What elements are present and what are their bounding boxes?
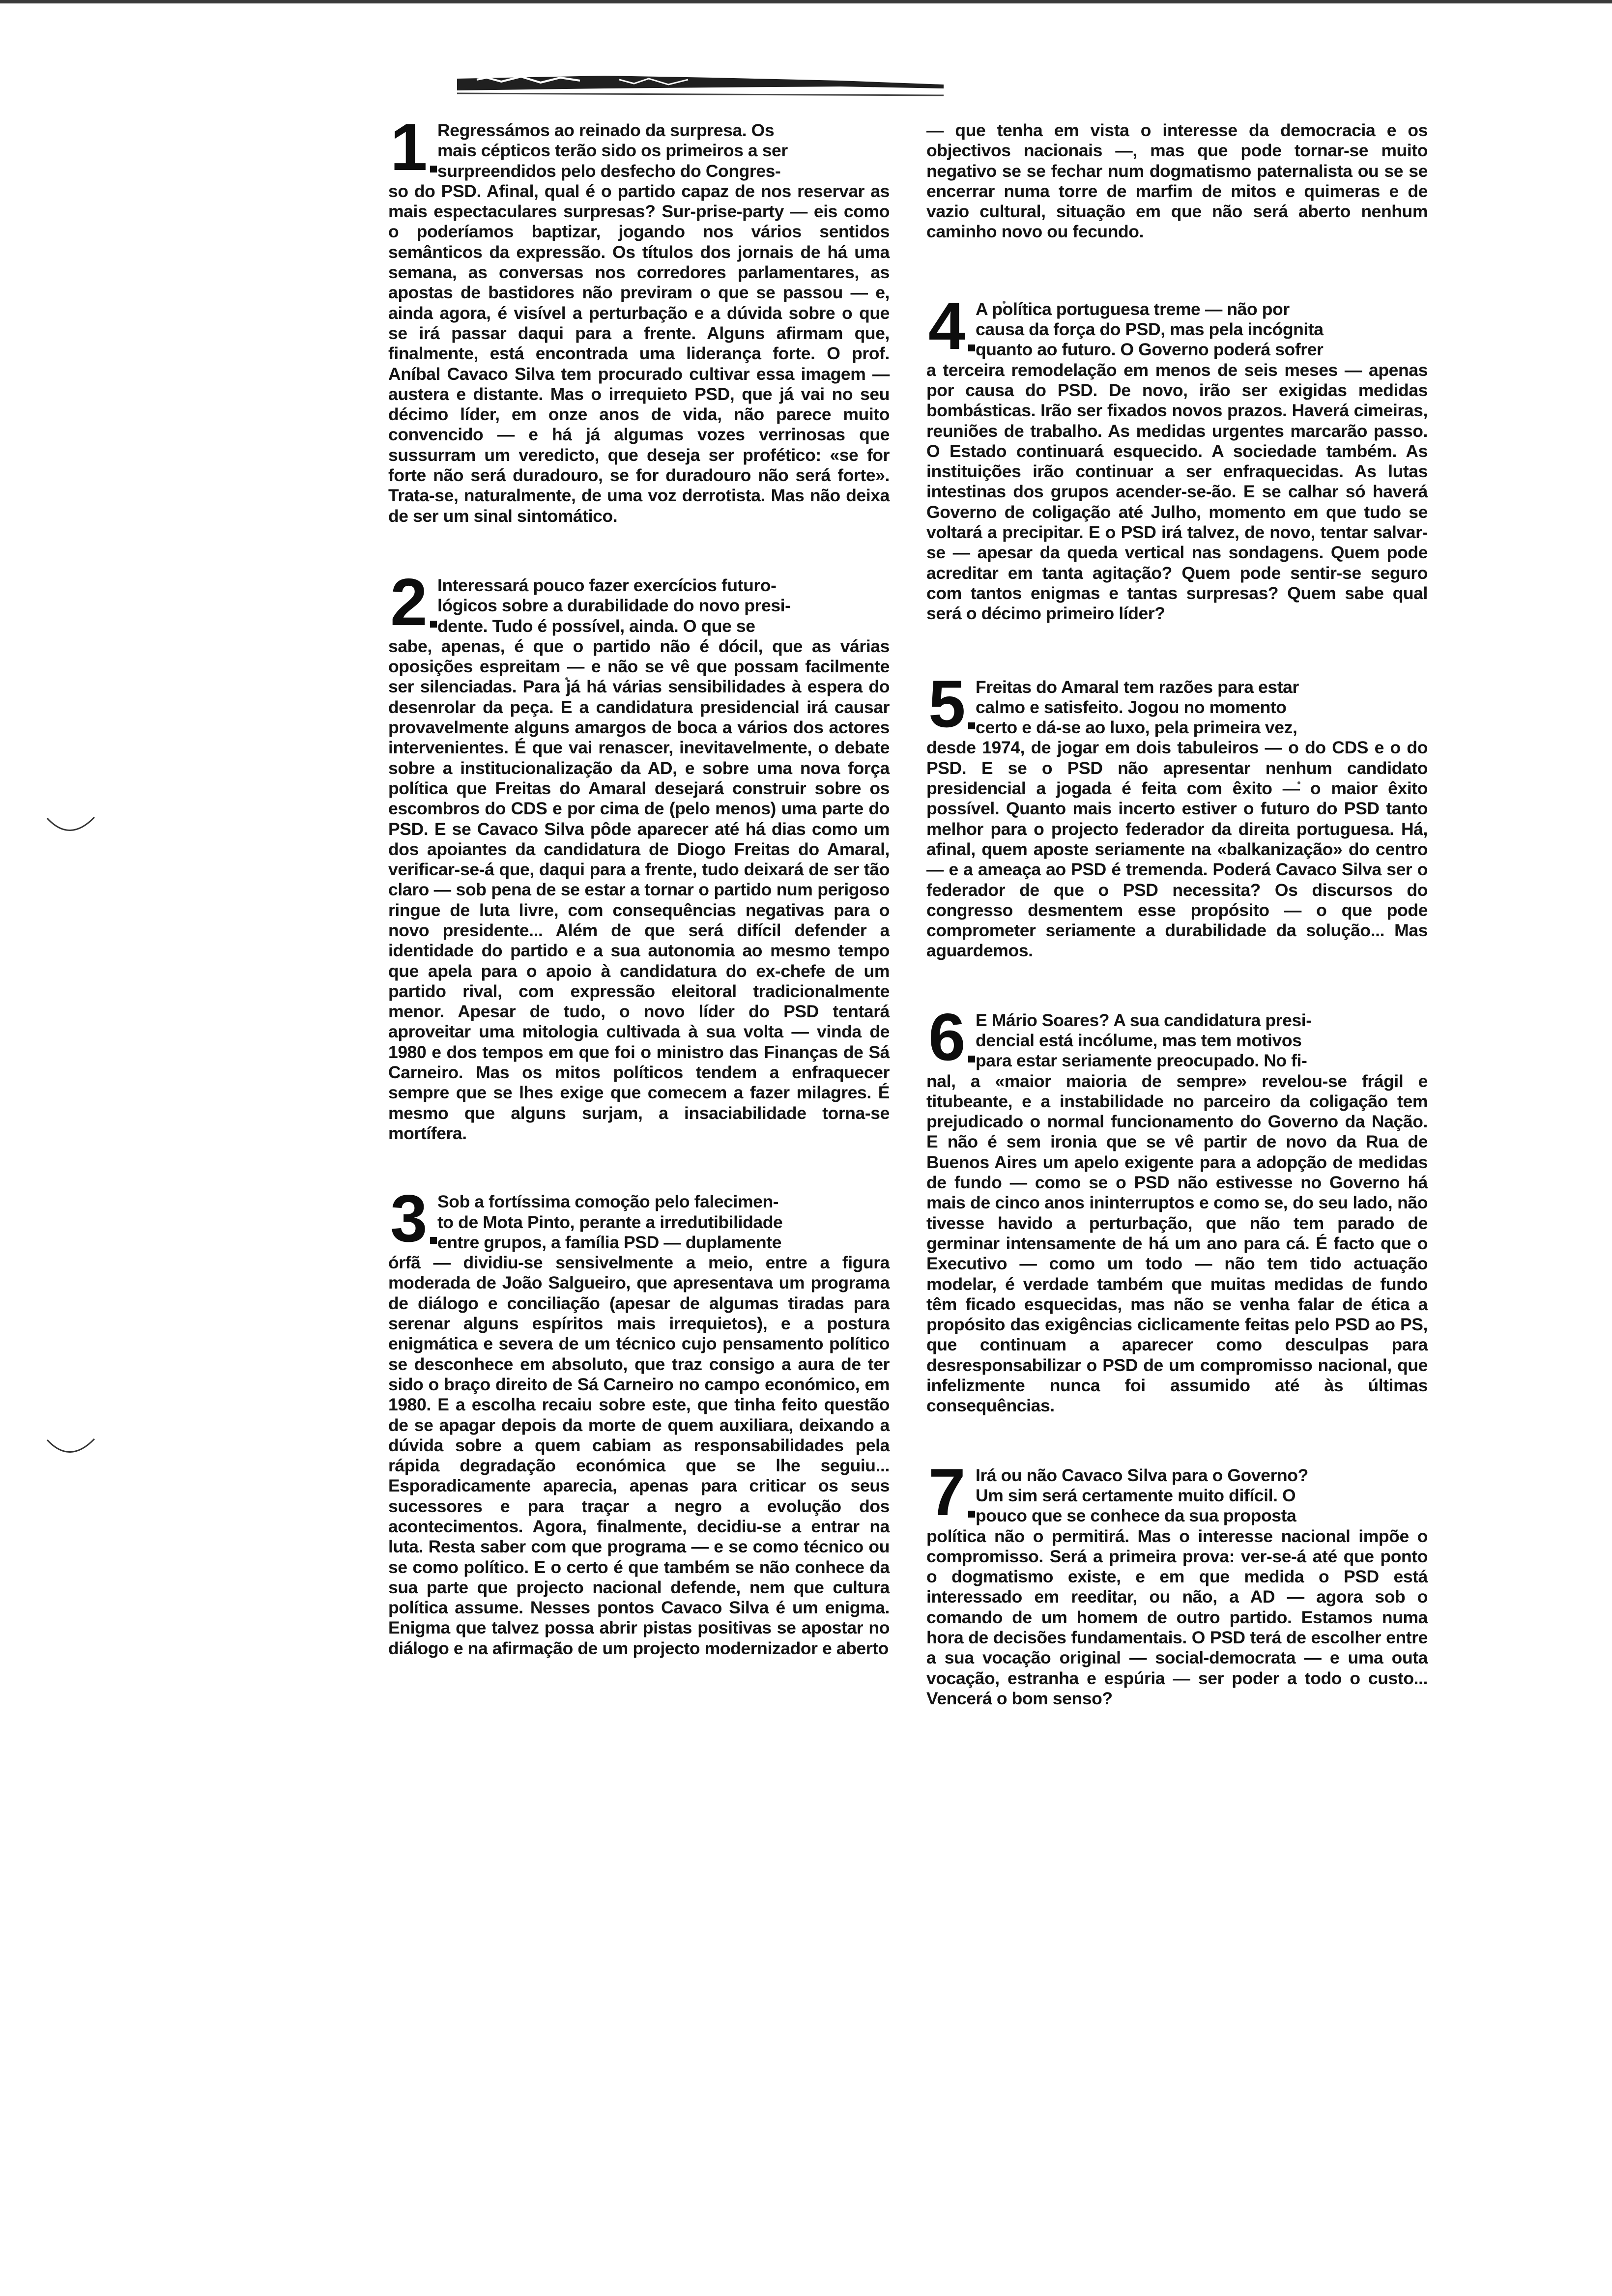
binder-hole-mark: [45, 1435, 99, 1464]
section-lead-line: quanto ao futuro. O Governo poderá sofrer: [976, 340, 1324, 360]
section-lead-line: calmo e satisfeito. Jogou no momento: [976, 697, 1287, 717]
article-column-left: [388, 110, 890, 1659]
section-lead-line: Freitas do Amaral tem razões para estar: [976, 677, 1299, 697]
section-lead-line: Interessará pouco fazer exercícios futuro-: [437, 575, 777, 595]
section-lead-line: causa da força do PSD, mas pela incógnita: [976, 319, 1324, 340]
section-lead-line: dente. Tudo é possível, ainda. O que se: [437, 616, 755, 636]
section-lead: [926, 1454, 1428, 1529]
article-section-2: [388, 564, 890, 1144]
section-lead-line: para estar seriamente preocupado. No fi-: [976, 1051, 1307, 1071]
illegible-cropped-headline: [457, 74, 944, 97]
section-number: 7: [928, 1454, 966, 1529]
section-lead-line: Irá ou não Cavaco Silva para o Governo?: [976, 1465, 1308, 1485]
section-number: 1: [390, 110, 428, 184]
section-lead: [388, 1181, 890, 1256]
section-lead: [388, 564, 890, 639]
section-lead-line: A política portuguesa treme — não por: [976, 299, 1290, 319]
section-lead-line: pouco que se conhece da sua proposta: [976, 1506, 1296, 1526]
section-lead-line: Sob a fortíssima comoção pelo falecimen-: [437, 1192, 779, 1212]
section-body-text: sabe, apenas, é que o partido não é dócil, que as várias oposições espreitam — e não se vê que possam facilmente ser silenciadas. Para já há várias sensibilidades à espera do desenrolar da peça. E a candidatura presidencial irá causar provavelmente alguns amargos de boca a vários dos actores intervenientes. É que vai renascer, inevitavelmente, o debate sobre a institucionalização da AD, e sobre uma nova força política que Freitas do Amaral desejará construir sobre os escombros do CDS e por cima de (pelo menos) uma parte do PSD. E se Cavaco Silva pôde aparecer até há dias como um dos apoiantes da candidatura de Diogo Freitas do Amaral, verificar-se-á que, daqui para a frente, tudo deixará de ser tão claro — sob pena de se estar a tornar o partido num perigoso ringue de luta livre, com consequências negativas para o novo presidente... Além de que será difícil defender a identidade do partido e a sua autonomia ao mesmo tempo que apela para o apoio à candidatura do ex-chefe de um partido rival, com expressão eleitoral tradicionalmente menor. Apesar de tudo, o novo líder do PSD tentará aproveitar uma mitologia cultivada à sua volta — vinda de 1980 e dos tempos em que foi o ministro das Finanças de Sá Carneiro. Mas os mitos políticos tendem a enfraquecer sempre que se lhes exige que comecem a fazer milagres. É mesmo que alguns surjam, a insaciabilidade torna-se mortífera.: [388, 636, 890, 1143]
article-section-1: [388, 110, 890, 526]
section-lead: [926, 666, 1428, 741]
section-lead: [388, 110, 890, 184]
section-body-text: — que tenha em vista o interesse da democracia e os objectivos nacionais —, mas que pode tornar-se muito negativo se se fechar num dogmatismo paternalista ou se se encerrar numa torre de marfim de mitos e quimeras e de vazio cultural, situação em que não será aberto nenhum caminho novo ou fecundo.: [926, 120, 1428, 242]
section-lead-line: mais cépticos terão sido os primeiros a ser: [437, 141, 788, 161]
article-section-7: [926, 1454, 1428, 1709]
section-lead-line: lógicos sobre a durabilidade do novo presi-: [437, 596, 791, 616]
section-body-text: so do PSD. Afinal, qual é o partido capaz de nos reservar as mais espectaculares surpresas? Sur-prise-party — eis como o poderíamos baptizar, jogando nos vários sentidos semânticos da expressão. Os títulos dos jornais de há uma semana, as conversas nos corredores parlamentares, as apostas de bastidores não previram o que se passou — e, ainda agora, é visível a perturbação e a dúvida sobre o que se irá passar daqui para a frente. Alguns afirmam que, finalmente, está encontrada uma liderança forte. O prof. Aníbal Cavaco Silva tem procurado cultivar essa imagem — austera e distante. Mas o irrequieto PSD, que já vai no seu décimo líder, em onze anos de vida, não parece muito convencido — e há já algumas vozes verrinosas que sussurram um veredicto, que deseja ser profético: «se for forte não será duradouro, se for duradouro não será forte». Trata-se, naturalmente, de uma voz derrotista. Mas não deixa de ser um sinal sintomático.: [388, 181, 890, 526]
binder-hole-mark: [45, 813, 99, 843]
section-body-text: política não o permitirá. Mas o interesse nacional impõe o compromisso. Será a primeira prova: ver-se-á até que ponto o dogmatismo existe, e em que medida o PSD está interessado em reeditar, ou não, a AD — agora sob o comando de um homem de outro partido. Estamos numa hora de decisões fundamentais. O PSD terá de escolher entre a sua vocação original — social-democrata — e uma outa vocação, estranha e espúria — ser poder a todo o custo... Vencerá o bom senso?: [926, 1526, 1428, 1708]
section-lead-line: to de Mota Pinto, perante a irredutibilidade: [437, 1212, 783, 1232]
section-lead: [926, 999, 1428, 1074]
section-lead-line: certo e dá-se ao luxo, pela primeira vez,: [976, 718, 1297, 738]
section-body-text: desde 1974, de jogar em dois tabuleiros — o do CDS e o do PSD. E se o PSD não apresentar nenhum candidato presidencial a jogada é feita com êxito — o maior êxito possível. Quanto mais incerto estiver o futuro do PSD tanto melhor para o projecto federador da direita portuguesa. Há, afinal, quem aposte seriamente na «balkanização» do centro — e a ameaça ao PSD é tremenda. Poderá Cavaco Silva ser o federador de que o PSD necessita? Os discursos do congresso desmentem esse propósito — o que pode comprometer seriamente a durabilidade da solução... Mas aguardemos.: [926, 738, 1428, 961]
section-number: 5: [928, 666, 966, 741]
section-body-text: nal, a «maior maioria de sempre» revelou-se frágil e titubeante, e a instabilidade no parceiro da coligação tem prejudicado o normal funcionamento do Governo da Nação. E não é sem ironia que se vê partir de novo da Rua de Buenos Aires um apelo exigente para a adopção de medidas de fundo — como se o PSD não estivesse no Governo há mais de cinco anos ininterruptos e como se, do seu lado, não tivesse havido a perturbação, que não tem parado de germinar intensamente de há um ano para cá. É facto que o Executivo — como um todo — não tem tido actuação modelar, é verdade também que muitas medidas de fundo têm ficado esquecidas, mas não se venha falar de ética a propósito das exigências ciclicamente feitas pelo PSD ao PS, que continuam a aparecer como desculpas para desresponsabilizar o PSD de um compromisso nacional, que infelizmente nunca foi assumido até às últimas consequências.: [926, 1071, 1428, 1416]
section-lead-line: Um sim será certamente muito difícil. O: [976, 1485, 1296, 1505]
section-lead-line: dencial está incólume, mas tem motivos: [976, 1030, 1302, 1050]
article-section-5: [926, 666, 1428, 961]
article-column-right: [926, 120, 1428, 1709]
section-lead-line: surpreendidos pelo desfecho do Congres-: [437, 161, 781, 181]
section-number: 3: [390, 1181, 428, 1256]
article-section-3-continuation: [926, 120, 1428, 242]
article-section-6: [926, 999, 1428, 1416]
section-lead-line: Regressámos ao reinado da surpresa. Os: [437, 120, 775, 140]
article-section-4: [926, 288, 1428, 624]
section-number: 4: [928, 288, 966, 363]
section-number: 6: [928, 999, 966, 1074]
section-lead-line: E Mário Soares? A sua candidatura presi-: [976, 1010, 1312, 1030]
section-lead-line: entre grupos, a família PSD — duplamente: [437, 1232, 782, 1252]
scan-edge-top: [0, 0, 1612, 3]
section-body-text: órfã — dividiu-se sensivelmente a meio, entre a figura moderada de João Salgueiro, que apresentava um programa de diálogo e conciliação (apesar de algumas tiradas para serenar alguns espíritos mais irrequietos), e a postura enigmática e severa de um técnico cujo pensamento político se desconhece em absoluto, que traz consigo a aura de ter sido o braço direito de Sá Carneiro no campo económico, em 1980. E a escolha recaiu sobre este, que tinha feito questão de se apagar depois da morte de quem auxiliara, deixando a dúvida sobre a quem cabiam as responsabilidades pela rápida degradação económica que se lhe seguiu... Esporadicamente aparecia, apenas para criticar os seus sucessores e para traçar a negro a evolução dos acontecimentos. Agora, finalmente, decidiu-se a entrar na luta. Resta saber com que programa — e se como técnico ou se como político. E o certo é que também se não conhece da sua parte que projecto nacional defende, nem que cultura política assume. Nesses pontos Cavaco Silva é um enigma. Enigma que talvez possa abrir pistas positivas se apostar no diálogo e na afirmação de um projecto modernizador e aberto: [388, 1253, 890, 1658]
section-lead: [926, 288, 1428, 363]
section-number: 2: [390, 564, 428, 639]
article-section-3: [388, 1181, 890, 1659]
section-body-text: a terceira remodelação em menos de seis meses — apenas por causa do PSD. De novo, irão ser exigidas medidas bombásticas. Irão ser fixados novos prazos. Haverá cimeiras, reuniões de trabalho. As medidas urgentes marcarão passo. O Estado continuará esquecido. A sociedade também. As instituições irão continuar a ser enfraquecidas. As lutas intestinas dos grupos acender-se-ão. E se calhar só haverá Governo de coligação até Julho, momento em que tudo se voltará a precipitar. E o PSD irá talvez, de novo, tentar salvar-se — apesar da queda vertical nas sondagens. Quem pode acreditar em tanta agitação? Quem pode sentir-se seguro com tantos enigmas e tantas surpresas? Quem sabe qual será o décimo primeiro líder?: [926, 360, 1428, 624]
